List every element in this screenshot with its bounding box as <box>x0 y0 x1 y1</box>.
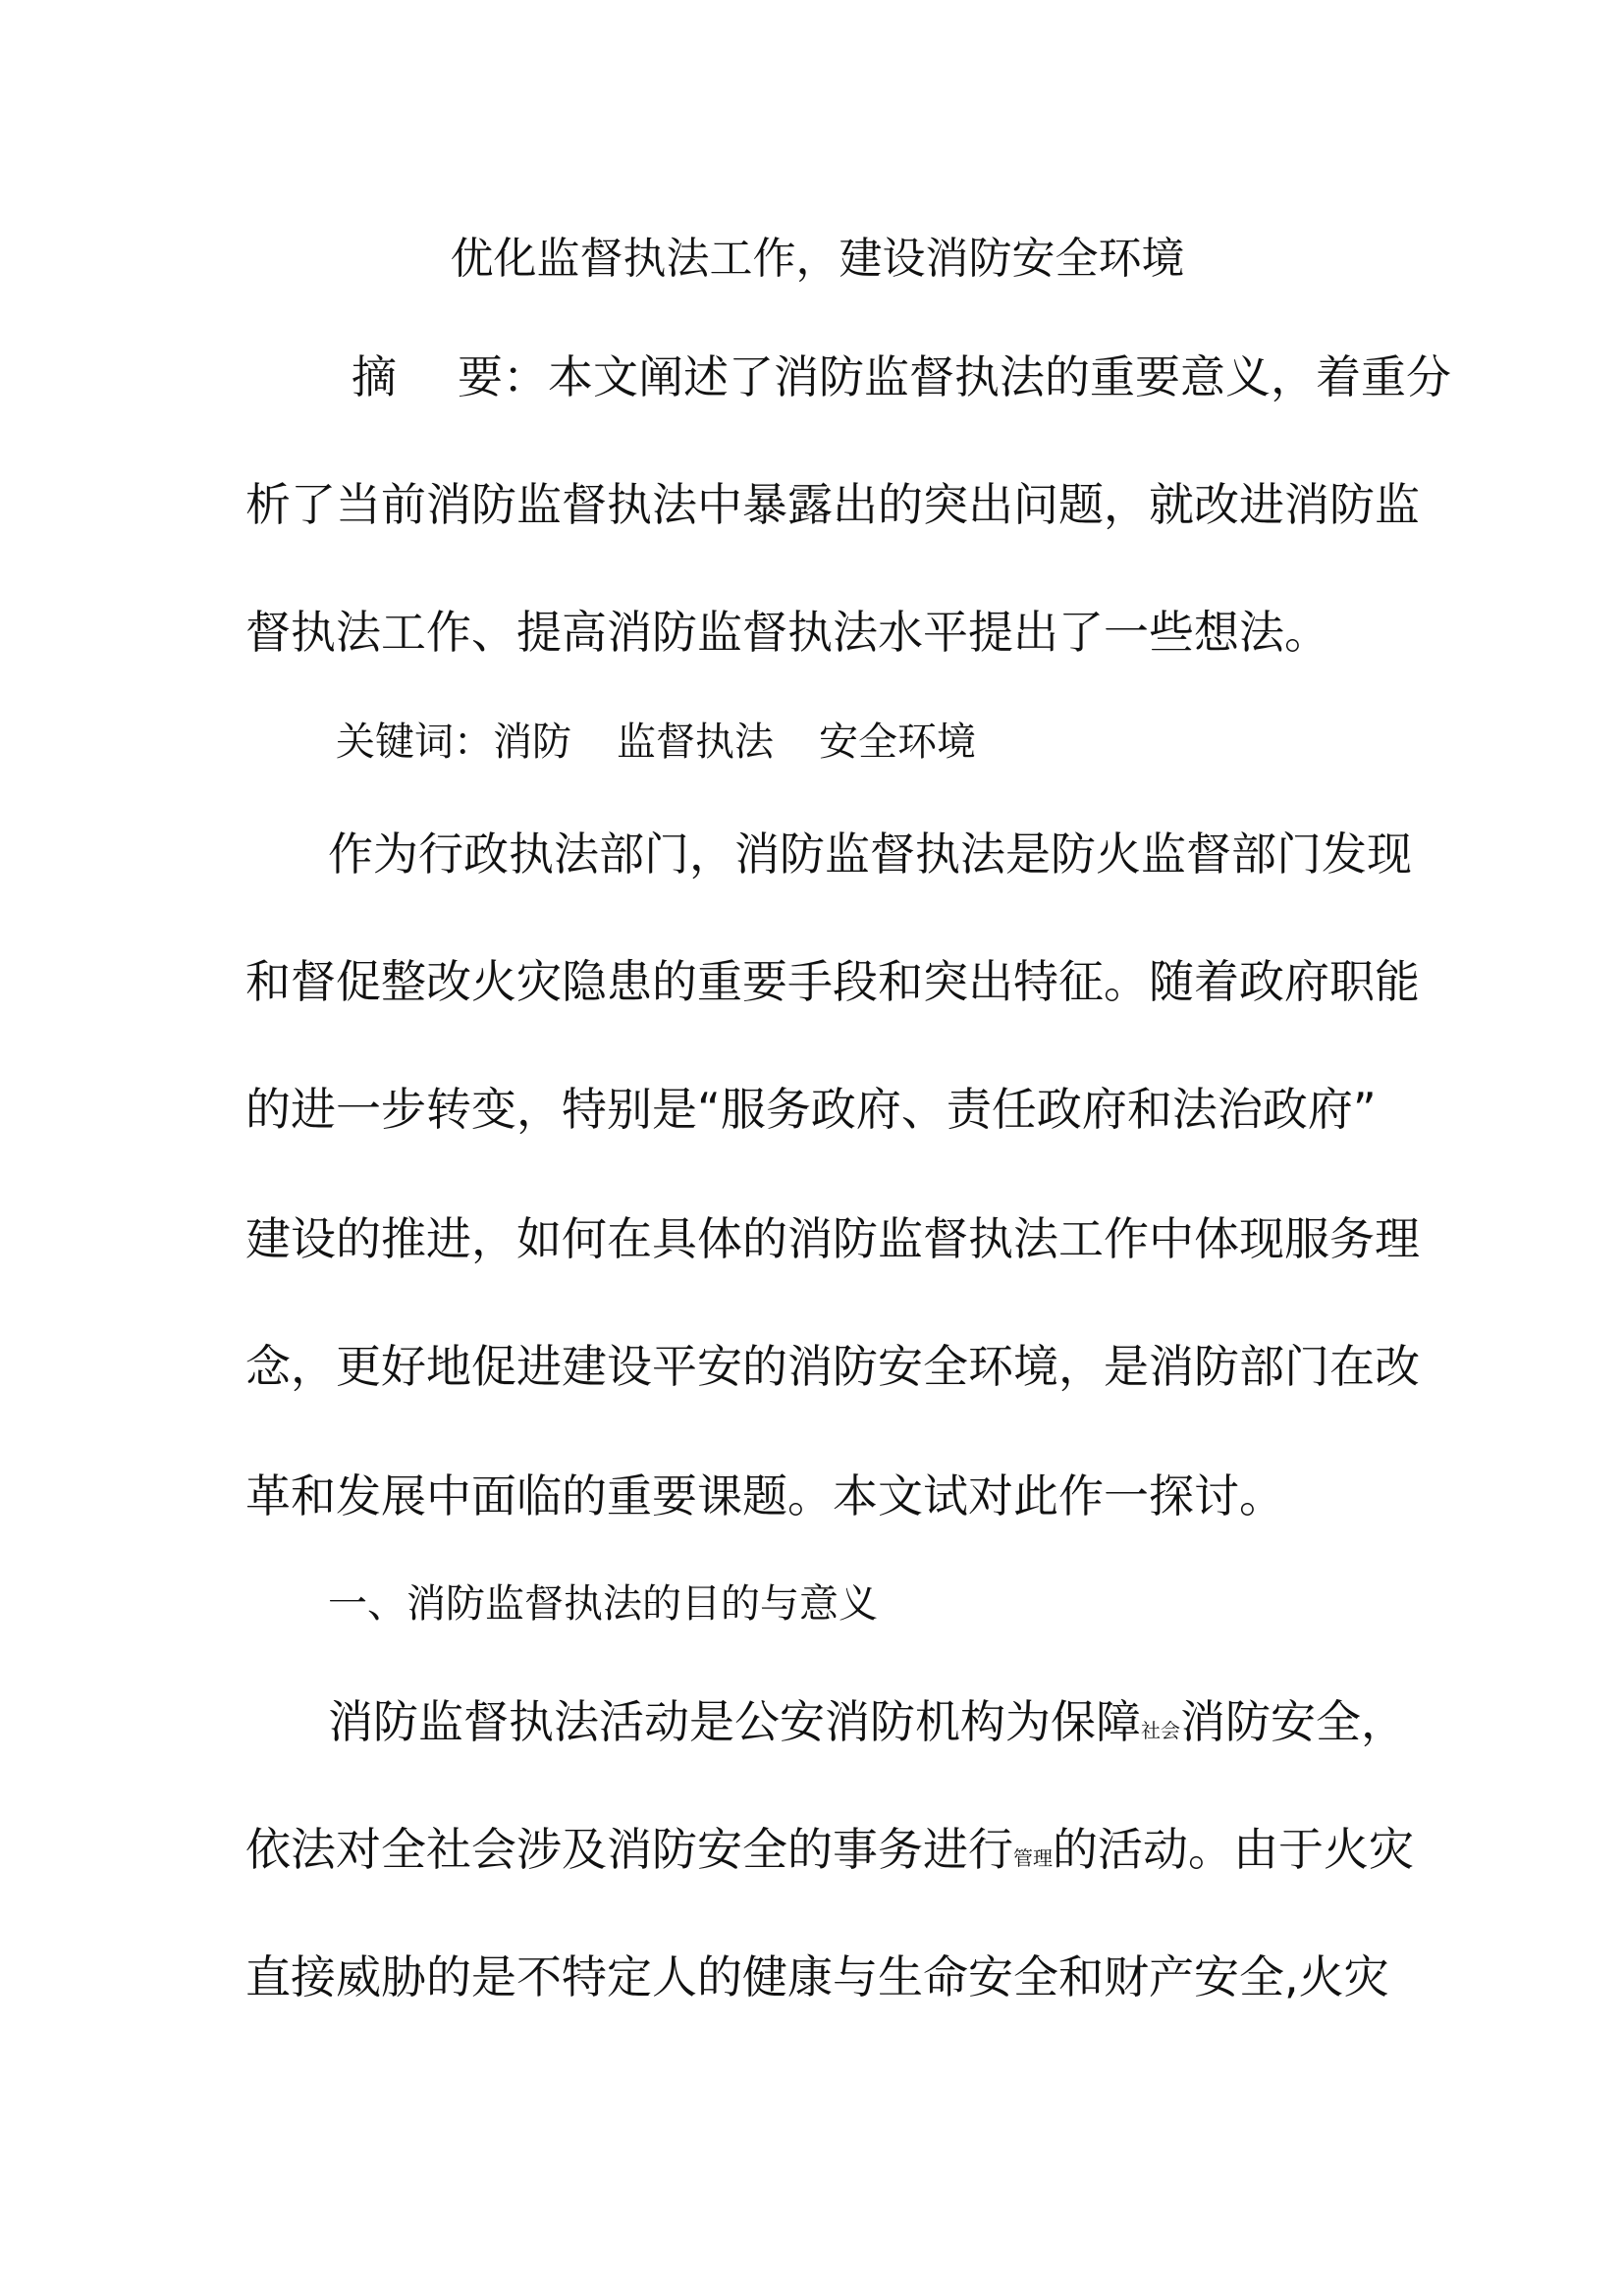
section-1-small-1: 社会 <box>1141 1719 1180 1742</box>
abstract-text-1: 本文阐述了消防监督执法的重要意义，着重分 <box>548 350 1451 403</box>
section-1-line-3: 直接威胁的是不特定人的健康与生命安全和财产安全,火灾 <box>245 1950 1389 2003</box>
section-1-text-2b: 的活动。由于火灾 <box>1053 1823 1414 1876</box>
section-1-text-1b: 消防安全， <box>1180 1695 1406 1748</box>
keywords-line <box>245 713 1389 772</box>
intro-line-6: 革和发展中面临的重要课题。本文试对此作一探讨。 <box>245 1469 1284 1522</box>
keyword-2: 监督执法 <box>617 720 774 765</box>
section-1-heading-text: 一、消防监督执法的目的与意义 <box>328 1581 878 1627</box>
section-1-heading <box>245 1575 1389 1633</box>
keyword-1: 消防 <box>493 720 571 765</box>
section-1-small-2: 管理 <box>1013 1846 1053 1870</box>
keyword-3: 安全环境 <box>819 720 976 765</box>
intro-line-2: 和督促整改火灾隐患的重要手段和突出特征。随着政府职能 <box>245 955 1420 1008</box>
document-title: 优化监督执法工作，建设消防安全环境 <box>450 234 1185 284</box>
keywords-label: 关键词： <box>336 720 493 765</box>
abstract-line-3: 督执法工作、提高消防监督执法水平提出了一些想法。 <box>245 606 1329 659</box>
section-1-line-2 <box>245 1820 1414 1879</box>
abstract-label-right: 要： <box>458 350 548 403</box>
section-1-line-1 <box>245 1692 1406 1751</box>
intro-line-3: 的进一步转变，特别是“服务政府、责任政府和法治政府” <box>245 1083 1377 1136</box>
intro-text-1: 作为行政执法部门，消防监督执法是防火监督部门发现 <box>328 828 1412 881</box>
abstract-line-2: 析了当前消防监督执法中暴露出的突出问题，就改进消防监 <box>245 478 1420 531</box>
section-1-text-2a: 依法对全社会涉及消防安全的事务进行 <box>245 1823 1013 1876</box>
intro-line-1 <box>245 825 1412 883</box>
intro-line-5: 念，更好地促进建设平安的消防安全环境，是消防部门在改 <box>245 1340 1420 1393</box>
abstract-label-left: 摘 <box>352 350 397 403</box>
abstract-line-1 <box>245 347 1451 406</box>
section-1-text-1a: 消防监督执法活动是公安消防机构为保障 <box>328 1695 1141 1748</box>
intro-line-4: 建设的推进，如何在具体的消防监督执法工作中体现服务理 <box>245 1212 1420 1265</box>
